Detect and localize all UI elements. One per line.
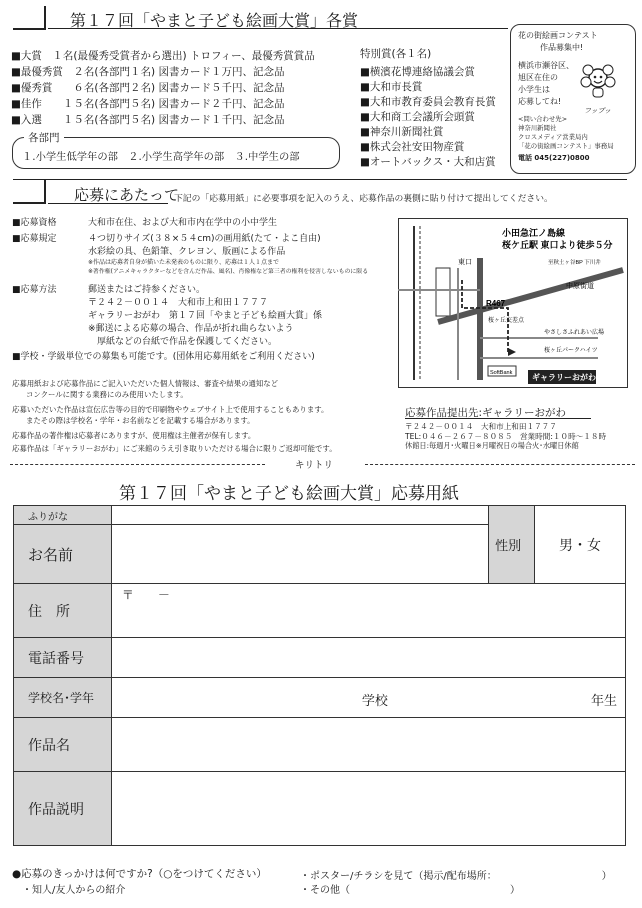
checklist-item: 応募いただいた作品は宣伝広告等の目的で印刷物やウェブサイト上で使用することもあります。 (12, 405, 329, 414)
small-note: ※作品は応募者自身が描いた未発表のものに限り、応募は１人１点まで (88, 259, 280, 266)
special-award: ■株式会社安田物産賞 (360, 141, 465, 153)
guide-header-tick (44, 180, 46, 202)
map-title-line2: 桜ケ丘駅 東口より徒歩５分 (502, 240, 613, 250)
special-award: ■神奈川新聞社賞 (360, 126, 444, 138)
promo-line: 横浜市瀬谷区、 (518, 61, 574, 70)
source-option-other[interactable]: ・その他（ ） (300, 885, 520, 896)
map-label-highway: 中原街道 (566, 283, 594, 290)
promo-line: 花の街絵画コンテスト (518, 31, 598, 40)
access-map (398, 218, 628, 388)
guide-title-underline (48, 203, 168, 204)
awards-title-underline (48, 28, 508, 29)
promo-line: 旭区在住の (518, 73, 558, 82)
cut-label: キリトリ (295, 460, 334, 471)
map-label-route: R467 (486, 299, 506, 308)
submit-address: 〒２４２－００１４ 大和市上和田１７７７ (405, 422, 557, 431)
req-text: 郵送またはご持参ください。 (88, 285, 206, 295)
map-station (436, 268, 450, 316)
divisions-label: 各部門 (24, 130, 64, 145)
award-excellent: ■優秀賞 ６名(各部門２名) 図書カード５千円、記念品 (11, 82, 285, 94)
req-label: ■応募資格 (12, 218, 57, 228)
work-title-label: 作品名 (14, 718, 112, 772)
divisions-text: １.小学生低学年の部 ２.小学生高学年の部 ３.中学生の部 (22, 151, 300, 163)
map-label-intersection: 桜ヶ丘交差点 (488, 318, 525, 324)
req-text: 厚紙などの台紙で作品を保護してください。 (88, 337, 278, 347)
source-question: ●応募のきっかけは何ですか?（○をつけてください） (12, 868, 267, 880)
checklist-item: コンクールに関する業務にのみ使用いたします。 (26, 390, 188, 399)
cut-line (0, 457, 642, 471)
description-label: 作品説明 (14, 772, 112, 846)
checklist-item: 応募用紙および応募作品にご記入いただいた個人情報は、審査や結果の通知など (12, 379, 279, 388)
guide-title: 応募にあたって (74, 186, 180, 204)
cut-dash-left (10, 464, 265, 465)
map-label-park2: 桜ヶ丘パークハイツ (544, 348, 598, 354)
awards-header-line (13, 28, 46, 30)
award-best: ■最優秀賞 ２名(各部門１名) 図書カード１万円、記念品 (11, 66, 285, 78)
contact-phone: 電話 045(227)0800 (518, 154, 590, 162)
small-note: ※著作権(アニメキャラクターなどを含んだ作品、風名)、肖像権など第三者の権利を侵害しないものに限る (88, 269, 369, 275)
special-award: ■大和市教育委員会教育長賞 (360, 96, 496, 108)
contact-line: 神奈川新聞社 (518, 124, 557, 132)
gender-label: 性別 (489, 506, 535, 584)
submit-title: 応募作品提出先:ギャラリーおがわ (405, 407, 567, 419)
submit-tel: TEL:０４６－２６７－８０８５ 営業時間:１０時～１８時 (405, 432, 607, 441)
cut-dash-right (365, 464, 635, 465)
guide-header-line (13, 202, 46, 204)
map-label-gallery: ギャラリーおがわ (532, 373, 596, 382)
grade-suffix: 年生 (590, 694, 617, 709)
guide-instruction: 下記の「応募用紙」に必要事項を記入のうえ、応募作品の裏側に貼り付けて提出してください。 (174, 194, 553, 204)
map-title-line1: 小田急江ノ島線 (502, 228, 566, 238)
school-suffix: 学校 (361, 694, 388, 709)
map-label-park1: やさしさふれあい広場 (544, 330, 605, 336)
section-divider (13, 179, 627, 180)
description-field[interactable] (111, 772, 625, 846)
form-title: 第１７回「やまと子ども絵画大賞」応募用紙 (119, 484, 459, 504)
req-text: 水彩絵の具、色鉛筆、クレヨン、版画による作品 (88, 247, 286, 257)
address-field[interactable] (111, 584, 625, 638)
special-title: 特別賞(各１名) (360, 48, 432, 60)
award-selected: ■入選 １５名(各部門５名) 図書カード１千円、記念品 (11, 114, 285, 126)
req-text: ギャラリーおがわ 第１７回「やまと子ども絵画大賞」係 (88, 311, 323, 321)
work-title-field[interactable] (111, 718, 625, 772)
phone-label: 電話番号 (14, 638, 112, 678)
promo-line: 作品募集中! (540, 43, 584, 52)
source-option-friend[interactable]: ・知人/友人からの紹介 (22, 885, 126, 896)
mascot-name: フップッ (584, 107, 612, 115)
contact-line: クロスメディア営業局内 (518, 133, 588, 141)
award-grand-prize: ■大賞 １名(最優秀受賞者から選出) トロフィー、最優秀賞賞品 (11, 50, 315, 62)
awards-header-tick (44, 6, 46, 28)
req-text: 〒２４２－００１４ 大和市上和田１７７７ (88, 298, 269, 308)
special-award: ■オートバックス・大和店賞 (360, 156, 496, 168)
furigana-label: ふりがな (14, 506, 112, 525)
req-text: ※郵送による応募の場合、作品が折れ曲らないよう (88, 324, 294, 334)
submit-closed: 休館日:毎週月･火曜日※月曜祝日の場合火･水曜日休館 (405, 441, 579, 450)
req-text: ４つ切りサイズ(３８×５４cm)の画用紙(たて・よこ自由) (88, 234, 321, 244)
contact-line: 「花の街絵画コンテスト」事務局 (518, 142, 614, 150)
promo-line: 応募してね! (518, 97, 562, 106)
application-form (13, 505, 626, 846)
checklist-item: 応募作品は「ギャラリーおがわ」にご来館のうえ引き取りいただける場合に限りご返却可能です。 (12, 444, 337, 453)
special-award: ■大和市長賞 (360, 81, 423, 93)
school-field[interactable] (111, 678, 625, 718)
awards-title: 第１７回「やまと子ども絵画大賞」各賞 (70, 11, 359, 30)
contact-line: <問い合わせ先> (518, 115, 568, 123)
req-text: 大和市在住、および大和市内在学中の小中学生 (88, 218, 278, 228)
special-award: ■横濱花博連絡協議会賞 (360, 66, 475, 78)
phone-field[interactable] (111, 638, 625, 678)
map-label-bp: 至秋土ヶ谷BP 下川井 (548, 260, 601, 266)
postal-mark: 〒 － (121, 588, 170, 602)
source-option-poster[interactable]: ・ポスター/チラシを見て（掲示/配布場所： ） (300, 871, 612, 882)
mascot-flower-icon (576, 58, 620, 102)
address-label: 住 所 (14, 584, 112, 638)
gender-options[interactable]: 男・女 (535, 506, 626, 584)
map-label-east-exit: 東口 (458, 259, 472, 266)
promo-line: 小学生は (518, 85, 550, 94)
furigana-field[interactable] (111, 506, 488, 525)
award-honorable: ■佳作 １５名(各部門５名) 図書カード２千円、記念品 (11, 98, 285, 110)
special-award: ■大和商工会議所会頭賞 (360, 111, 475, 123)
map-label-softbank: SoftBank (490, 370, 513, 376)
name-label: お名前 (14, 525, 112, 584)
checklist-item: またその際は学校名・学年・お名前などを記載する場合があります。 (26, 416, 255, 425)
checklist-item: 応募作品の著作権は応募者にありますが、使用権は主催者が保有します。 (12, 431, 256, 440)
group-note: ■学校・学級単位での募集も可能です。(団体用応募用紙をご利用ください) (12, 352, 315, 362)
name-field[interactable] (111, 525, 488, 584)
submit-title-underline (405, 418, 591, 419)
req-label: ■応募規定 (12, 234, 57, 244)
school-label: 学校名･学年 (14, 678, 112, 718)
req-label: ■応募方法 (12, 285, 57, 295)
